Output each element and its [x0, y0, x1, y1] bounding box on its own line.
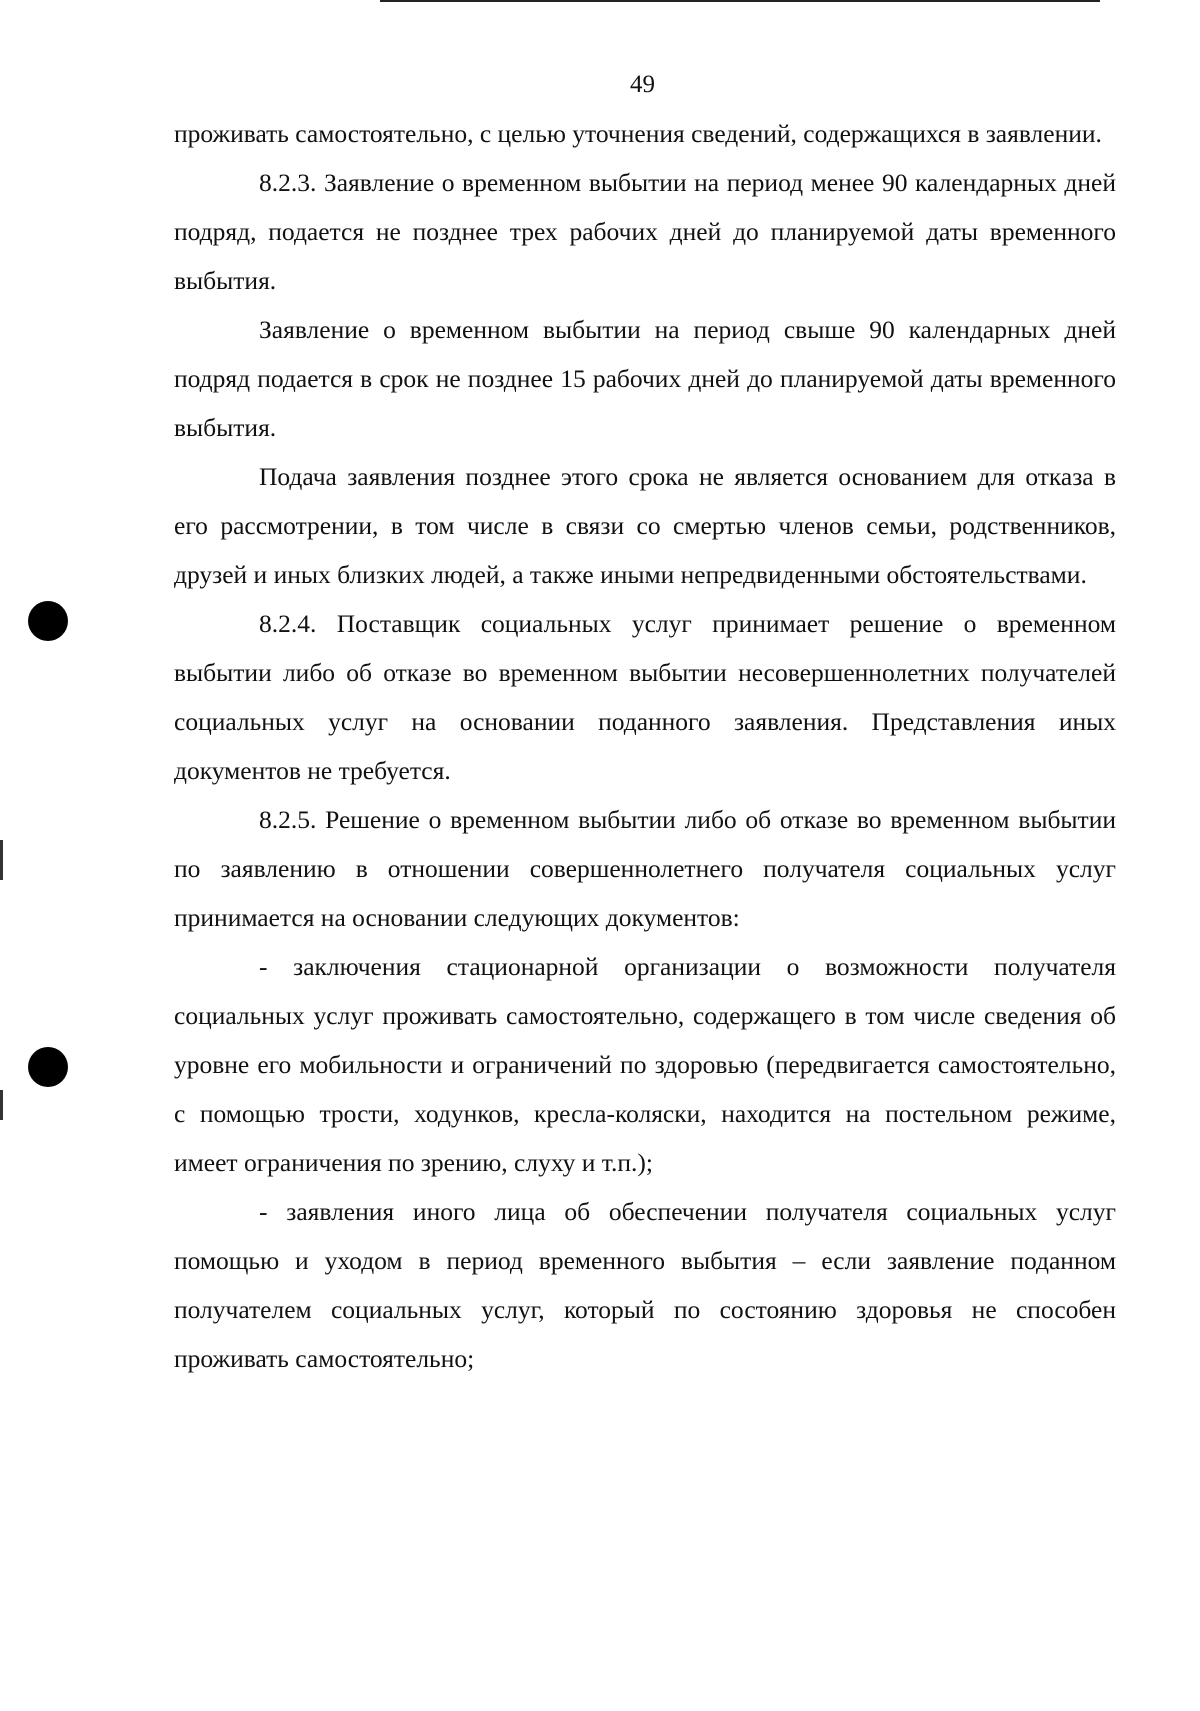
- document-body: [174, 109, 1116, 1383]
- paragraph-8-2-4: 8.2.4. Поставщик социальных услуг принимает решение о временном выбытии либо об отказе во временном выбытии несовершеннолетних получателей социальных услуг на основании поданного заявления. Представления иных документов не требуется.: [174, 609, 1116, 785]
- paragraph-8-2-3: 8.2.3. Заявление о временном выбытии на период менее 90 календарных дней подряд, подается не позднее трех рабочих дней до планируемой даты временного выбытия.: [174, 168, 1116, 295]
- paragraph-continuation: проживать самостоятельно, с целью уточнения сведений, содержащихся в заявлении.: [174, 119, 1102, 148]
- list-item-statement: - заявления иного лица об обеспечении получателя социальных услуг помощью и уходом в период временного выбытия – если заявление поданном получателем социальных услуг, который по состоянию здоровья не способен проживать самостоятельно;: [174, 1197, 1116, 1373]
- binder-hole-lower: [28, 1047, 68, 1087]
- paragraph-over-90-days: Заявление о временном выбытии на период свыше 90 календарных дней подряд подается в срок не позднее 15 рабочих дней до планируемой даты временного выбытия.: [174, 315, 1116, 442]
- paragraph-8-2-5: 8.2.5. Решение о временном выбытии либо об отказе во временном выбытии по заявлению в отношении совершеннолетнего получателя социальных услуг принимается на основании следующих документов:: [174, 805, 1116, 932]
- scan-edge-mark-1: [0, 840, 3, 880]
- scan-edge-mark-2: [0, 1090, 3, 1120]
- paragraph-late-submission: Подача заявления позднее этого срока не является основанием для отказа в его рассмотрении, в том числе в связи со смертью членов семьи, родственников, друзей и иных близких людей, а также иными непредвиденными обстоятельствами.: [174, 462, 1116, 589]
- binder-hole-upper: [28, 601, 68, 641]
- list-item-conclusion: - заключения стационарной организации о возможности получателя социальных услуг проживать самостоятельно, содержащего в том числе сведения об уровне его мобильности и ограничений по здоровью (передвигается самостоятельно, с помощью трости, ходунков, кресла-коляски, находится на постельном режиме, имеет ограничения по зрению, слуху и т.п.);: [174, 952, 1116, 1177]
- page-number: 49: [630, 71, 655, 98]
- scan-top-edge-line: [380, 0, 1100, 2]
